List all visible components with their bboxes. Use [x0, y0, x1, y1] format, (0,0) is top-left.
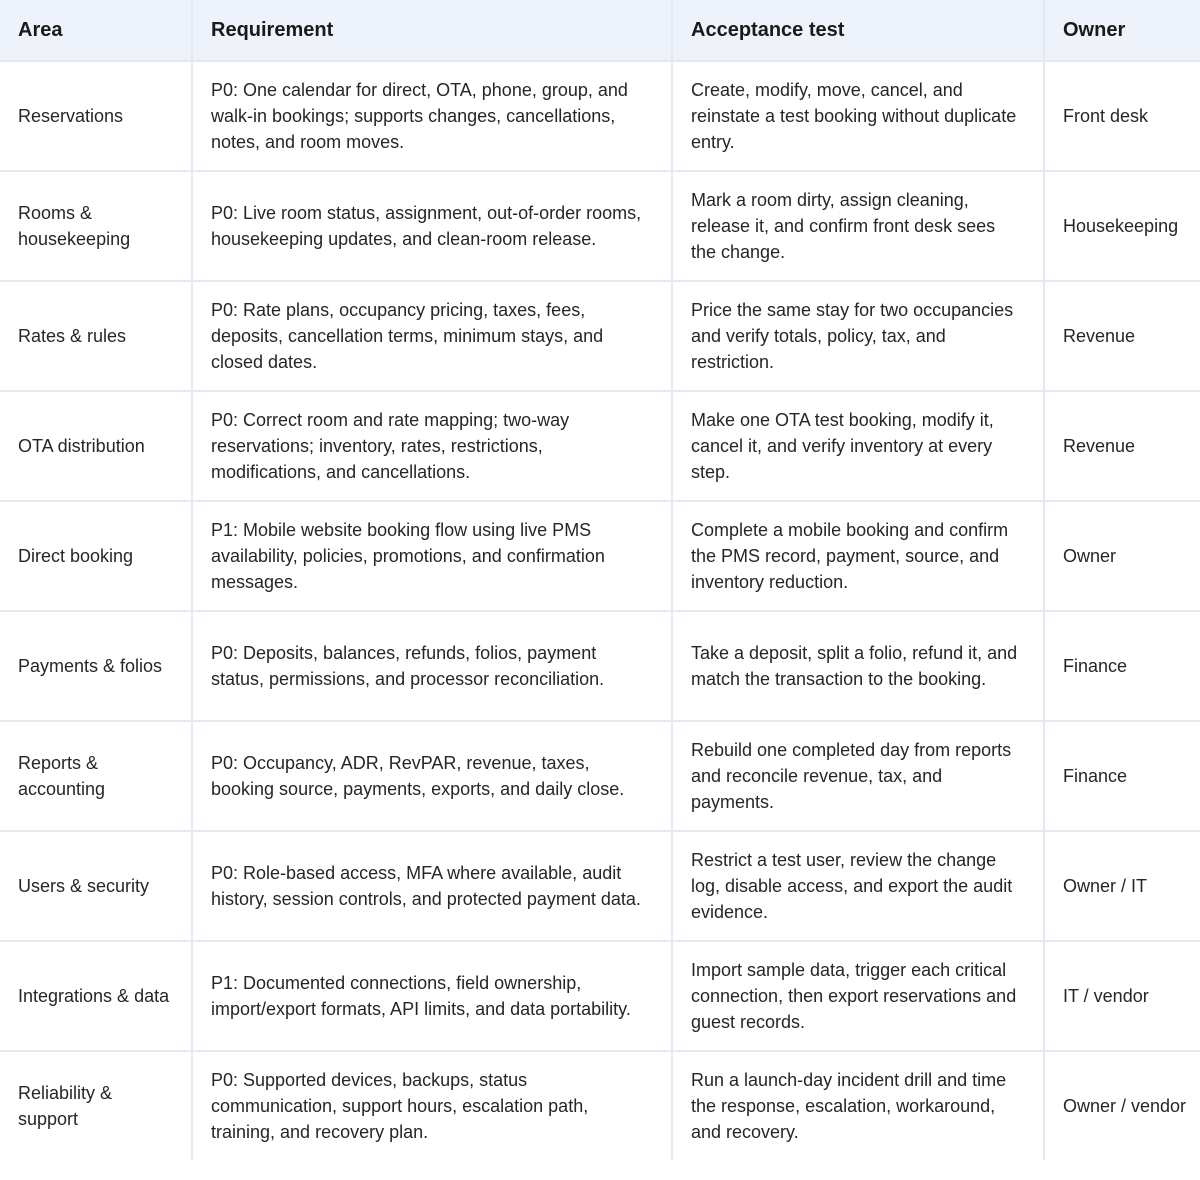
cell-area: Reliability & support	[0, 1051, 192, 1160]
cell-requirement: P0: Live room status, assignment, out-of-order rooms, housekeeping updates, and clean-room release.	[192, 171, 672, 281]
cell-owner: Owner / IT	[1044, 831, 1200, 941]
cell-owner: Owner	[1044, 501, 1200, 611]
cell-requirement: P0: Rate plans, occupancy pricing, taxes, fees, deposits, cancellation terms, minimum stays, and closed dates.	[192, 281, 672, 391]
cell-area: Rooms & housekeeping	[0, 171, 192, 281]
header-acceptance-test: Acceptance test	[672, 0, 1044, 61]
cell-area: Users & security	[0, 831, 192, 941]
cell-acceptance-test: Take a deposit, split a folio, refund it, and match the transaction to the booking.	[672, 611, 1044, 721]
cell-requirement: P0: One calendar for direct, OTA, phone, group, and walk-in bookings; supports changes, cancellations, notes, and room moves.	[192, 61, 672, 171]
cell-acceptance-test: Run a launch-day incident drill and time the response, escalation, workaround, and recovery.	[672, 1051, 1044, 1160]
table-row	[0, 281, 1200, 391]
cell-area: Direct booking	[0, 501, 192, 611]
cell-acceptance-test: Restrict a test user, review the change log, disable access, and export the audit evidence.	[672, 831, 1044, 941]
cell-owner: Housekeeping	[1044, 171, 1200, 281]
cell-requirement: P1: Documented connections, field ownership, import/export formats, API limits, and data portability.	[192, 941, 672, 1051]
cell-area: Reservations	[0, 61, 192, 171]
cell-requirement: P0: Deposits, balances, refunds, folios, payment status, permissions, and processor reconciliation.	[192, 611, 672, 721]
table-row	[0, 1051, 1200, 1160]
table-row	[0, 171, 1200, 281]
cell-owner: Owner / vendor	[1044, 1051, 1200, 1160]
cell-owner: Finance	[1044, 611, 1200, 721]
cell-requirement: P0: Correct room and rate mapping; two-way reservations; inventory, rates, restrictions, modifications, and cancellations.	[192, 391, 672, 501]
cell-requirement: P0: Supported devices, backups, status communication, support hours, escalation path, training, and recovery plan.	[192, 1051, 672, 1160]
cell-acceptance-test: Rebuild one completed day from reports and reconcile revenue, tax, and payments.	[672, 721, 1044, 831]
cell-requirement: P0: Role-based access, MFA where available, audit history, session controls, and protected payment data.	[192, 831, 672, 941]
cell-acceptance-test: Make one OTA test booking, modify it, cancel it, and verify inventory at every step.	[672, 391, 1044, 501]
cell-acceptance-test: Price the same stay for two occupancies and verify totals, policy, tax, and restriction.	[672, 281, 1044, 391]
cell-area: OTA distribution	[0, 391, 192, 501]
cell-owner: Front desk	[1044, 61, 1200, 171]
cell-owner: IT / vendor	[1044, 941, 1200, 1051]
header-requirement: Requirement	[192, 0, 672, 61]
cell-requirement: P1: Mobile website booking flow using live PMS availability, policies, promotions, and confirmation messages.	[192, 501, 672, 611]
header-row	[0, 0, 1200, 61]
table-row	[0, 831, 1200, 941]
cell-owner: Finance	[1044, 721, 1200, 831]
cell-requirement: P0: Occupancy, ADR, RevPAR, revenue, taxes, booking source, payments, exports, and daily close.	[192, 721, 672, 831]
cell-area: Rates & rules	[0, 281, 192, 391]
cell-acceptance-test: Import sample data, trigger each critical connection, then export reservations and guest records.	[672, 941, 1044, 1051]
cell-owner: Revenue	[1044, 391, 1200, 501]
table-row	[0, 941, 1200, 1051]
cell-owner: Revenue	[1044, 281, 1200, 391]
header-owner: Owner	[1044, 0, 1200, 61]
cell-area: Integrations & data	[0, 941, 192, 1051]
table-row	[0, 721, 1200, 831]
cell-area: Reports & accounting	[0, 721, 192, 831]
cell-acceptance-test: Complete a mobile booking and confirm the PMS record, payment, source, and inventory reduction.	[672, 501, 1044, 611]
table-row	[0, 611, 1200, 721]
header-area: Area	[0, 0, 192, 61]
table-row	[0, 501, 1200, 611]
table-row	[0, 61, 1200, 171]
cell-acceptance-test: Create, modify, move, cancel, and reinstate a test booking without duplicate entry.	[672, 61, 1044, 171]
cell-area: Payments & folios	[0, 611, 192, 721]
cell-acceptance-test: Mark a room dirty, assign cleaning, release it, and confirm front desk sees the change.	[672, 171, 1044, 281]
table-row	[0, 391, 1200, 501]
